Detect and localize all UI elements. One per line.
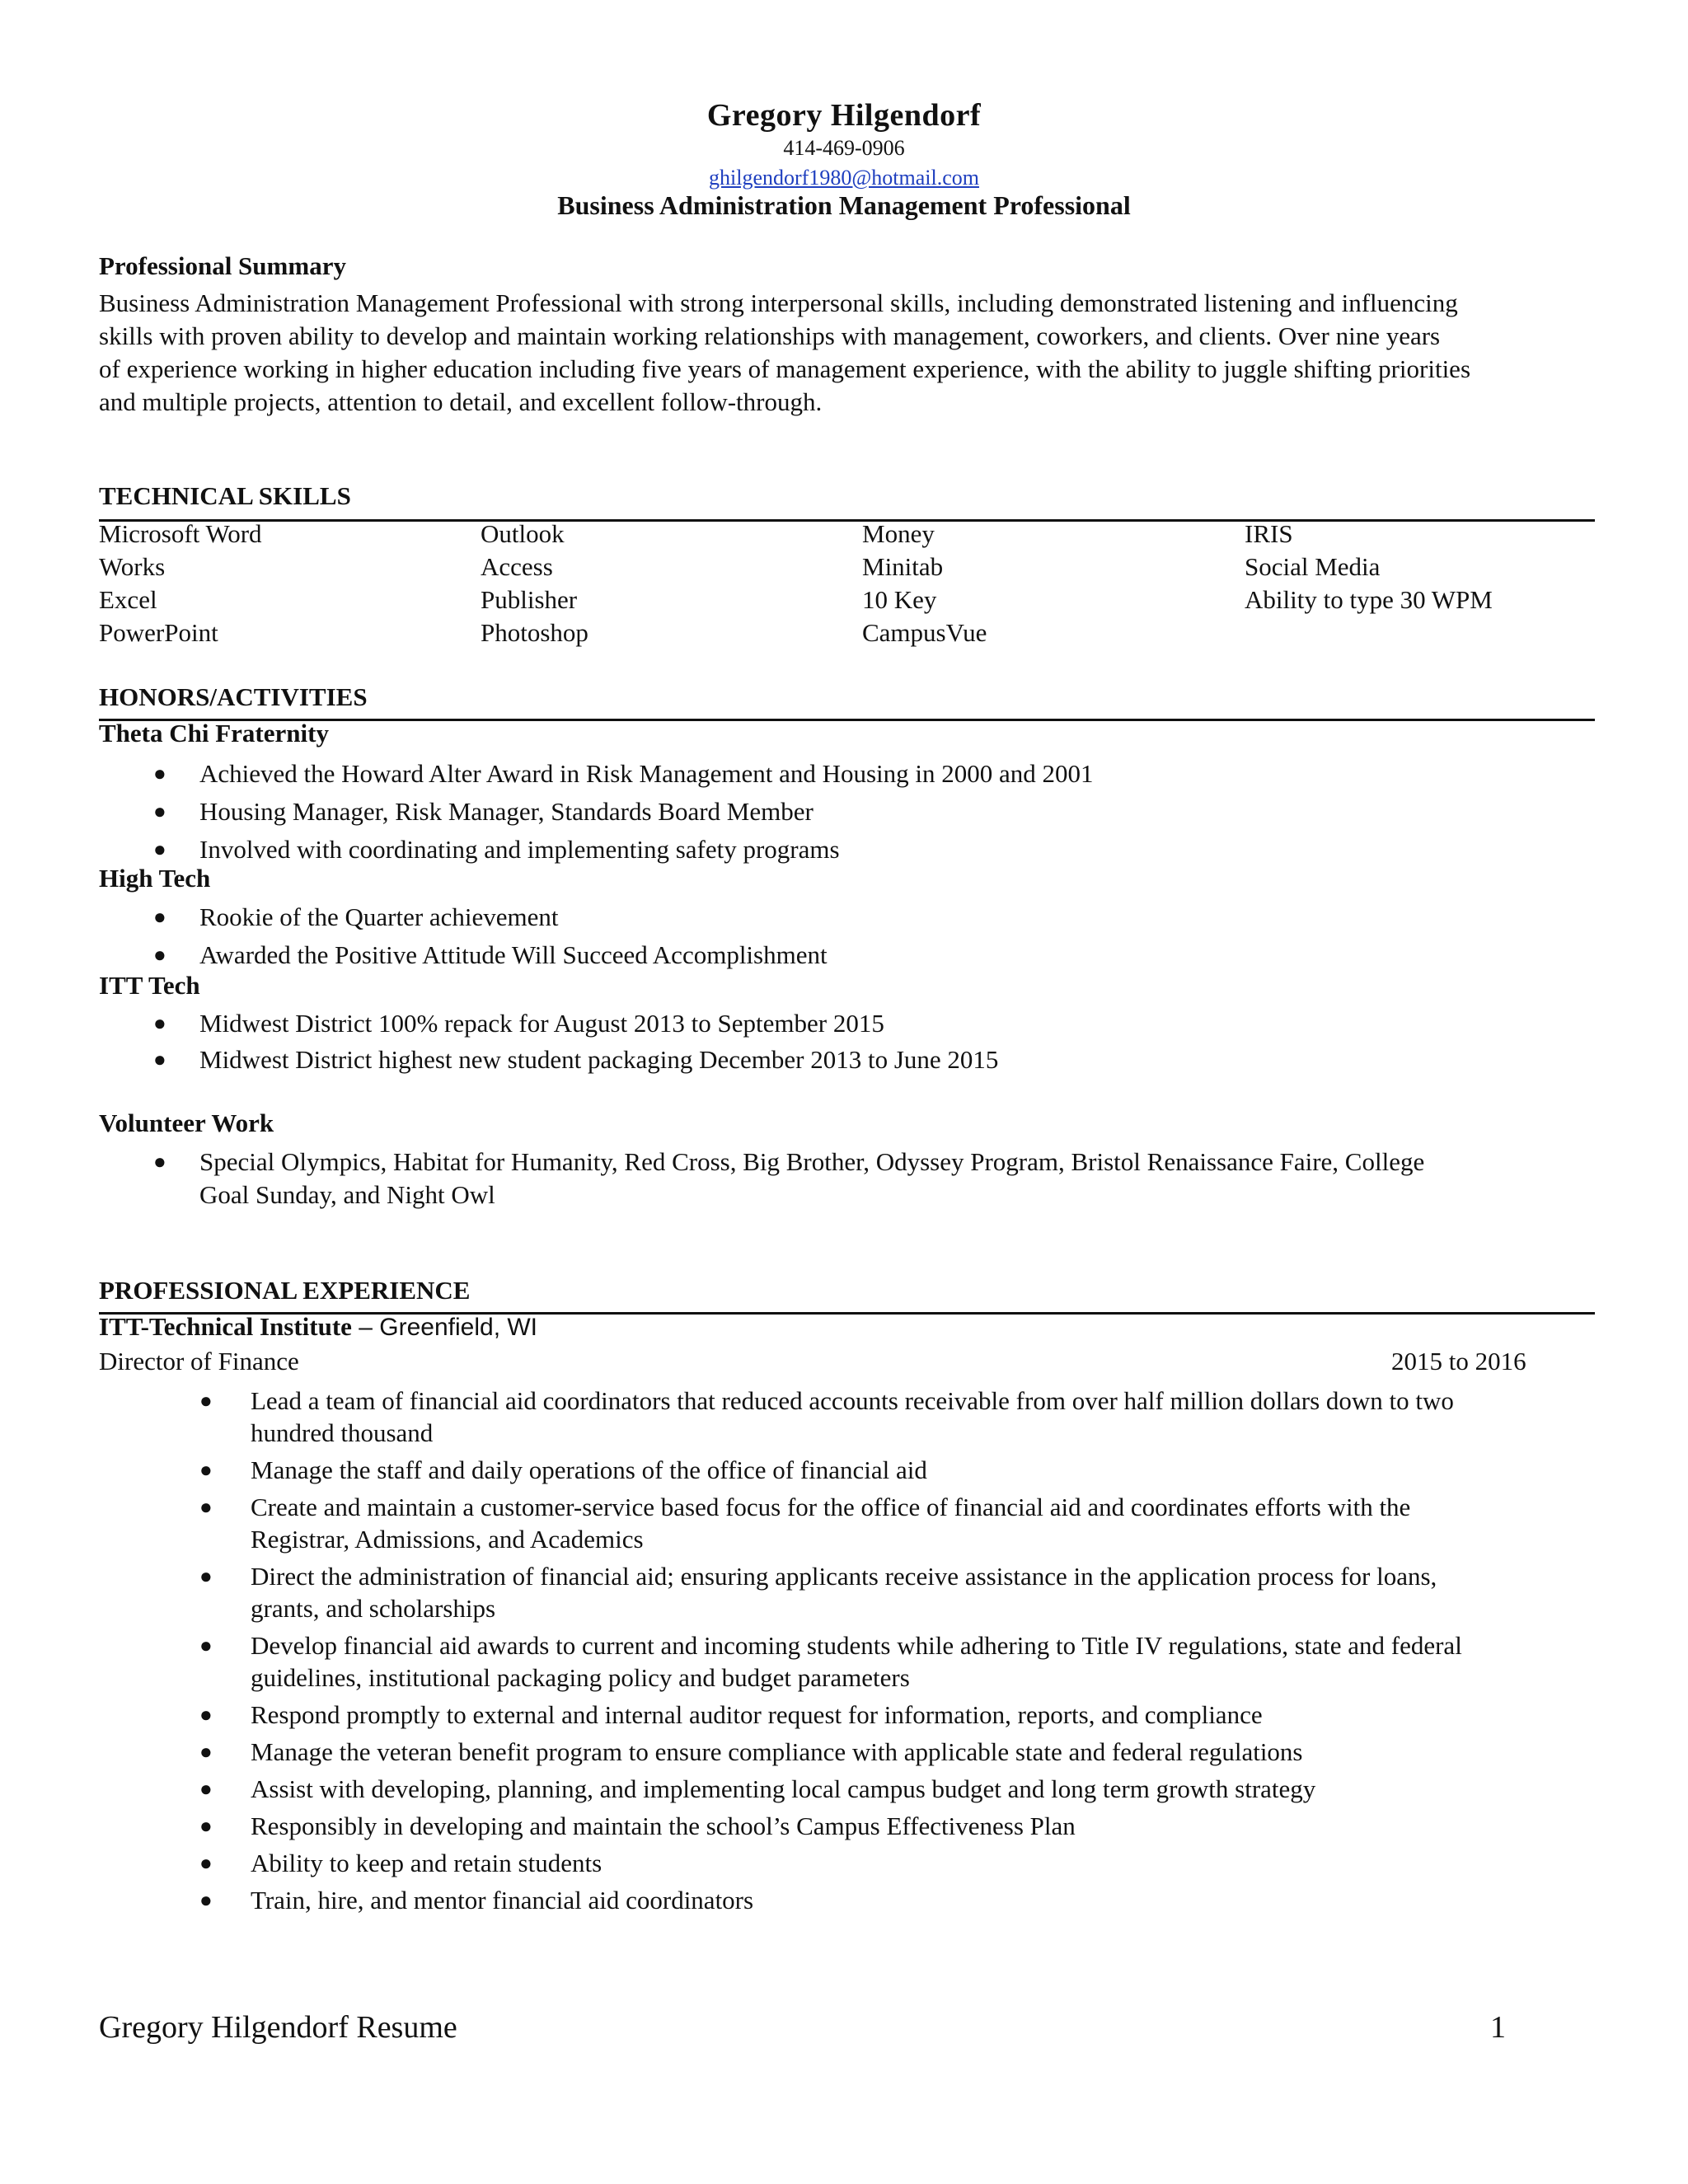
bullet-icon: ●	[199, 1458, 213, 1482]
skill-item: Access	[481, 552, 553, 581]
skill-item: Excel	[99, 585, 157, 614]
duty-line: Ability to keep and retain students	[251, 1849, 603, 1877]
bullet-icon: ●	[199, 1814, 213, 1838]
summary-line: skills with proven ability to develop and maintain working relationships with management, coworkers, and clients. Over nine years	[99, 321, 1441, 350]
skill-item: Money	[862, 519, 935, 548]
honors-group-title: Theta Chi Fraternity	[99, 719, 329, 748]
duty-item	[199, 1773, 1462, 1805]
duty-item	[199, 1629, 1462, 1694]
skill-item: PowerPoint	[99, 618, 218, 647]
bullet-icon: ●	[199, 1740, 213, 1764]
page-number: 1	[1490, 2010, 1506, 2045]
professional-title: Business Administration Management Professional	[557, 190, 1131, 220]
skills-heading: TECHNICAL SKILLS	[99, 481, 351, 510]
skill-item: Outlook	[481, 519, 565, 548]
duty-line: Develop financial aid awards to current and incoming students while adhering to Title IV regulations, state and federal	[251, 1631, 1462, 1660]
footer-title: Gregory Hilgendorf Resume	[99, 2010, 457, 2045]
list-item: ● Rookie of the Quarter achievement	[153, 902, 559, 931]
honors-group-title: ITT Tech	[99, 971, 200, 1000]
list-item: ● Awarded the Positive Attitude Will Succeed Accomplishment	[153, 940, 828, 969]
duty-item	[199, 1884, 1462, 1916]
bullet-icon: ●	[199, 1888, 213, 1912]
honors-group-title: High Tech	[99, 864, 211, 893]
duty-line: Registrar, Admissions, and Academics	[251, 1525, 644, 1554]
bullet-icon: ●	[199, 1495, 213, 1519]
duty-item	[199, 1491, 1462, 1555]
job-title: Director of Finance	[99, 1347, 299, 1376]
summary-line: of experience working in higher education including five years of management experience, with the ability to juggle shifting priorities	[99, 354, 1471, 383]
experience-heading: PROFESSIONAL EXPERIENCE	[99, 1276, 471, 1305]
bullet-icon: ●	[199, 1851, 213, 1875]
role-line	[99, 1347, 1595, 1376]
duty-line: Respond promptly to external and internal auditor request for information, reports, and compliance	[251, 1700, 1263, 1729]
job-dates: 2015 to 2016	[1391, 1347, 1526, 1376]
duty-item	[199, 1454, 1462, 1486]
duty-line: Responsibly in developing and maintain the school’s Campus Effectiveness Plan	[251, 1811, 1076, 1840]
duty-item	[199, 1736, 1462, 1768]
skill-item: Publisher	[481, 585, 578, 614]
skill-item: Minitab	[862, 552, 944, 581]
skills-column-1	[99, 518, 262, 649]
summary-heading: Professional Summary	[99, 251, 346, 280]
duty-line: Lead a team of financial aid coordinators that reduced accounts receivable from over half million dollars down to two	[251, 1386, 1454, 1415]
duty-line: Manage the staff and daily operations of the office of financial aid	[251, 1455, 927, 1484]
skills-column-3	[862, 518, 987, 649]
experience-duties-list	[199, 1385, 1462, 1921]
duty-item	[199, 1699, 1462, 1731]
phone-number: 414-469-0906	[783, 136, 905, 160]
summary-paragraph	[99, 287, 1595, 419]
skill-item: Ability to type 30 WPM	[1245, 585, 1493, 614]
list-item: ● Involved with coordinating and implementing safety programs	[153, 835, 840, 864]
list-item: ● Midwest District 100% repack for August 2013 to September 2015	[153, 1009, 884, 1038]
list-item: ● Midwest District highest new student packaging December 2013 to June 2015	[153, 1045, 999, 1074]
duty-item	[199, 1810, 1462, 1842]
candidate-name: Gregory Hilgendorf	[706, 98, 982, 133]
summary-line: and multiple projects, attention to detail, and excellent follow-through.	[99, 387, 823, 416]
skill-item: Social Media	[1245, 552, 1381, 581]
skill-item: IRIS	[1245, 519, 1293, 548]
bullet-icon: ●	[199, 1564, 213, 1588]
skill-item: CampusVue	[862, 618, 987, 647]
employer-name: ITT-Technical Institute	[99, 1312, 352, 1341]
employer-line	[99, 1312, 1595, 1342]
duty-line: Assist with developing, planning, and implementing local campus budget and long term growth strategy	[251, 1774, 1316, 1803]
duty-line: Direct the administration of financial aid; ensuring applicants receive assistance in the application process for loans,	[251, 1562, 1437, 1591]
list-item: ● Housing Manager, Risk Manager, Standards Board Member	[153, 797, 814, 826]
list-item: ● Achieved the Howard Alter Award in Risk Management and Housing in 2000 and 2001	[153, 759, 1094, 788]
itt-tech-list	[153, 1005, 998, 1078]
duty-item	[199, 1847, 1462, 1879]
volunteer-list	[153, 1146, 1424, 1212]
bullet-icon: ●	[199, 1389, 213, 1413]
high-tech-list	[153, 898, 828, 974]
skills-column-4	[1245, 518, 1493, 616]
skill-item: Photoshop	[481, 618, 588, 647]
employer-location: – Greenfield, WI	[351, 1314, 538, 1341]
skills-column-2	[481, 518, 588, 649]
skill-item: Works	[99, 552, 166, 581]
bullet-icon: ●	[199, 1777, 213, 1801]
bullet-icon: ●	[199, 1633, 213, 1657]
duty-line: Manage the veteran benefit program to ensure compliance with applicable state and federal regulations	[251, 1737, 1303, 1766]
duty-line: grants, and scholarships	[251, 1594, 496, 1623]
summary-line: Business Administration Management Professional with strong interpersonal skills, including demonstrated listening and influencing	[99, 288, 1458, 317]
duty-line: Create and maintain a customer-service based focus for the office of financial aid and coordinates efforts with the	[251, 1493, 1411, 1521]
skill-item: Microsoft Word	[99, 519, 262, 548]
duty-line: guidelines, institutional packaging policy and budget parameters	[251, 1663, 910, 1692]
email-link[interactable]: ghilgendorf1980@hotmail.com	[709, 166, 979, 190]
honors-group-title: Volunteer Work	[99, 1108, 274, 1137]
bullet-icon: ●	[199, 1703, 213, 1727]
duty-line: Train, hire, and mentor financial aid coordinators	[251, 1886, 754, 1915]
skill-item: 10 Key	[862, 585, 937, 614]
list-item: ● Special Olympics, Habitat for Humanity, Red Cross, Big Brother, Odyssey Program, Bristol Renaissance Faire, College Goal Sunday, and Night Owl	[153, 1147, 1425, 1209]
duty-item	[199, 1385, 1462, 1449]
email-line	[0, 166, 1688, 190]
theta-chi-list	[153, 755, 1094, 869]
honors-heading: HONORS/ACTIVITIES	[99, 682, 368, 711]
duty-item	[199, 1560, 1462, 1624]
duty-line: hundred thousand	[251, 1418, 434, 1447]
